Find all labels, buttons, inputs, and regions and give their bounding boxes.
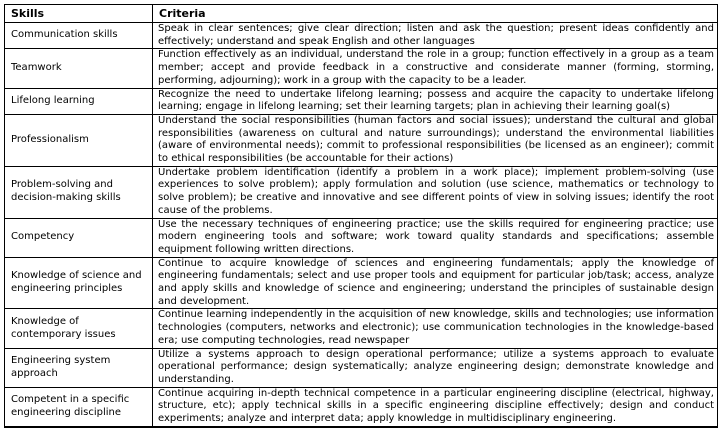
table-row: [5, 88, 718, 114]
table-row: [5, 23, 718, 49]
skill-cell: Problem-solving and decision-making skills: [5, 166, 153, 218]
skill-cell: Professionalism: [5, 114, 153, 166]
criteria-cell: Undertake problem identification (identify a problem in a work place); implement problem-solving (use experiences to solve problem); apply formulation and solution (use science, mathematics or technology to solve problem); be creative and innovative and see different points of view in solving issues; identify the root cause of the problems.: [153, 166, 718, 218]
skill-cell: Competent in a specific engineering discipline: [5, 387, 153, 427]
skill-cell: Lifelong learning: [5, 88, 153, 114]
table-row: [5, 387, 718, 427]
criteria-cell: Use the necessary techniques of engineering practice; use the skills required for engineering practice; use modern engineering tools and software; work toward quality standards and specifications; assemble equipment following written directions.: [153, 218, 718, 257]
table-row: [5, 218, 718, 257]
criteria-cell: Continue learning independently in the acquisition of new knowledge, skills and technologies; use information technologies (computers, networks and electronic); use communication technologies in the knowledge-based era; use computing technologies, read newspaper: [153, 309, 718, 348]
skill-cell: Knowledge of contemporary issues: [5, 309, 153, 348]
table-row: [5, 114, 718, 166]
table-row: [5, 348, 718, 387]
skills-criteria-table: [4, 4, 718, 428]
criteria-cell: Recognize the need to undertake lifelong learning; possess and acquire the capacity to undertake lifelong learning; engage in lifelong learning; set their learning targets; plan in achieving their learning goal(s): [153, 88, 718, 114]
column-header-skills: Skills: [5, 5, 153, 23]
criteria-cell: Continue acquiring in-depth technical competence in a particular engineering discipline (electrical, highway, structure, etc); apply technical skills in a specific engineering discipline effectively; design and conduct experiments; analyze and interpret data; apply knowledge in multidisciplinary engineering.: [153, 387, 718, 427]
criteria-cell: Continue to acquire knowledge of sciences and engineering fundamentals; apply the knowledge of engineering fundamentals; select and use proper tools and equipment for particular job/task; access, analyze and apply skills and knowledge of science and engineering; understand the principles of sustainable design and development.: [153, 257, 718, 309]
criteria-cell: Understand the social responsibilities (human factors and social issues); understand the cultural and global responsibilities (awareness on cultural and nature surroundings); understand the environmental liabilities (aware of environmental needs); commit to professional responsibilities (be licensed as an engineer); commit to ethical responsibilities (be accountable for their actions): [153, 114, 718, 166]
table-row: [5, 257, 718, 309]
skill-cell: Teamwork: [5, 49, 153, 88]
criteria-cell: Speak in clear sentences; give clear direction; listen and ask the question; present ideas confidently and effectively; understand and speak English and other languages: [153, 23, 718, 49]
table-row: [5, 49, 718, 88]
header-row: [5, 5, 718, 23]
criteria-cell: Utilize a systems approach to design operational performance; utilize a systems approach to evaluate operational performance; design systematically; analyze engineering design; demonstrate knowledge and understanding.: [153, 348, 718, 387]
table-row: [5, 166, 718, 218]
skill-cell: Communication skills: [5, 23, 153, 49]
criteria-cell: Function effectively as an individual, understand the role in a group; function effectively in a group as a team member; accept and provide feedback in a constructive and considerate manner (forming, storming, performing, adjourning); work in a group with the capacity to be a leader.: [153, 49, 718, 88]
skill-cell: Knowledge of science and engineering principles: [5, 257, 153, 309]
table-row: [5, 309, 718, 348]
skill-cell: Competency: [5, 218, 153, 257]
column-header-criteria: Criteria: [153, 5, 718, 23]
skill-cell: Engineering system approach: [5, 348, 153, 387]
